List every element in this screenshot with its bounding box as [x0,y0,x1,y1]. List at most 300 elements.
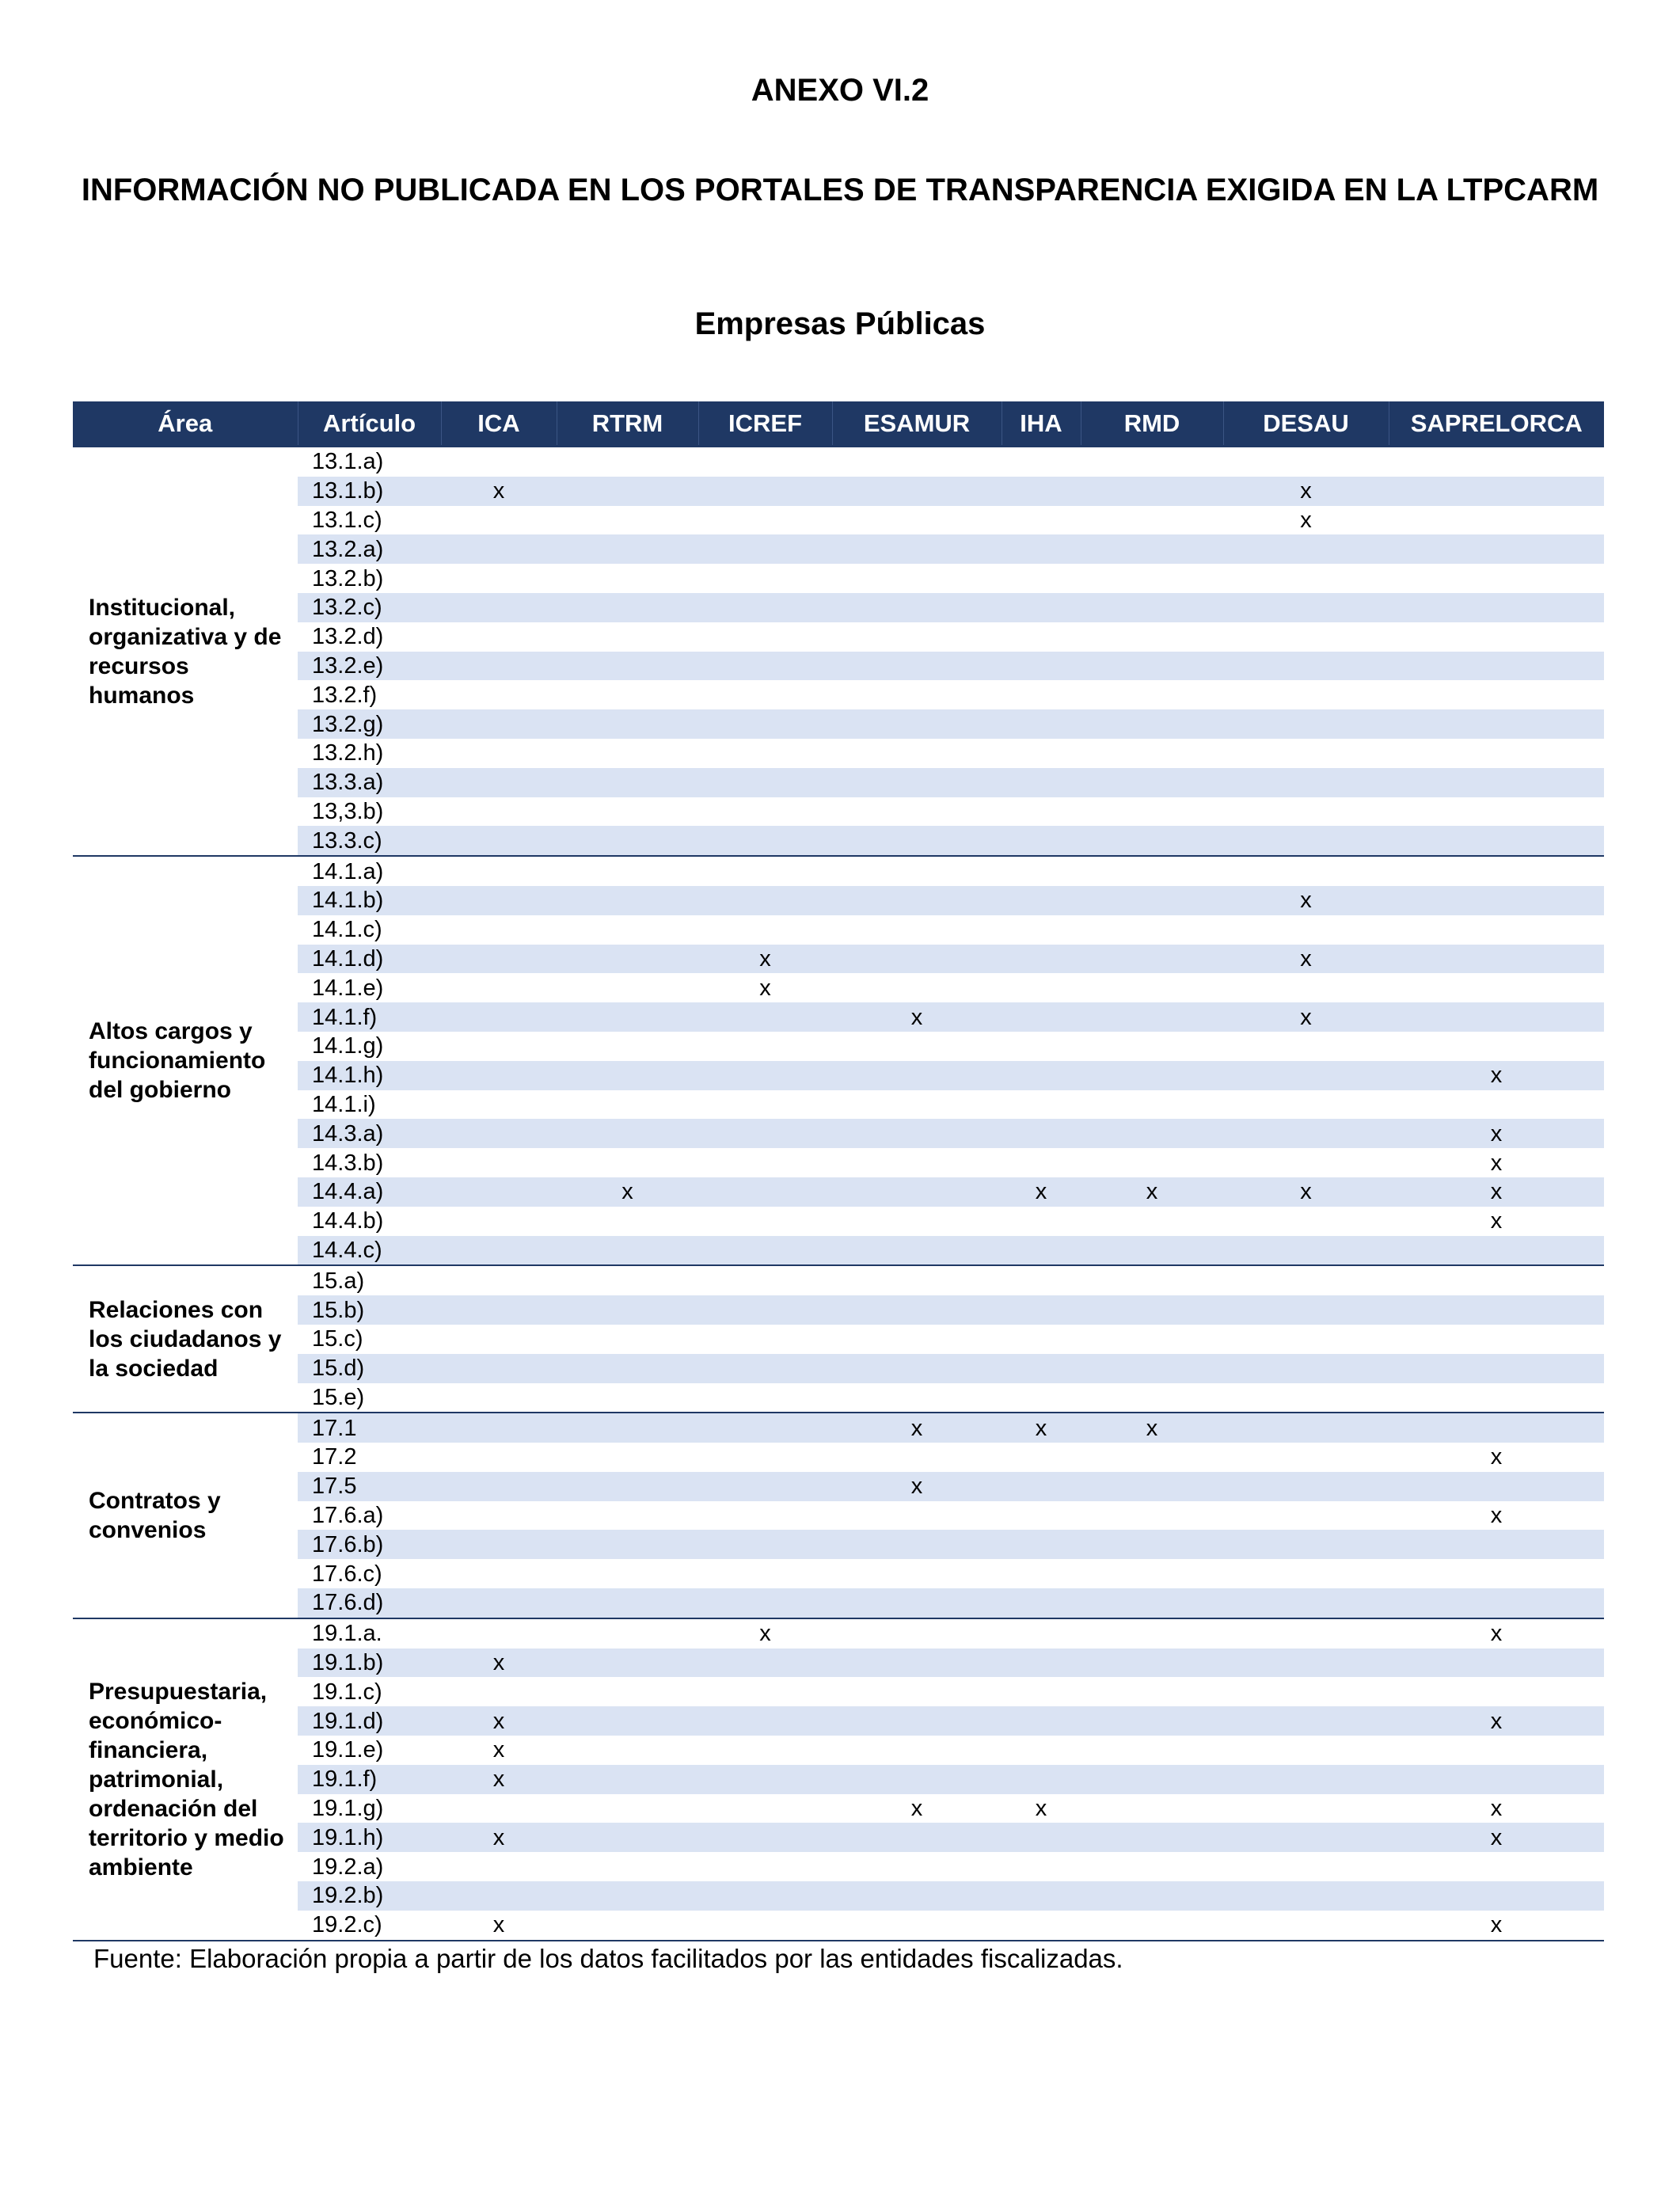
article-cell: 13.2.h) [312,740,384,766]
table-body [73,447,1604,1941]
mark-cell: x [1223,477,1389,506]
mark-cell [832,1325,1002,1354]
mark-cell [1389,709,1604,739]
mark-cell [1002,797,1081,827]
mark-cell [1081,1794,1223,1823]
mark-cell [832,1648,1002,1678]
table-row [73,1881,1604,1911]
table-row [73,1648,1604,1678]
table-row [73,1061,1604,1090]
mark-cell [698,797,832,827]
table-row [73,680,1604,709]
mark-cell [441,709,557,739]
table-row [73,739,1604,768]
mark-cell [1223,1530,1389,1559]
mark-cell [557,1559,698,1588]
column-header: SAPRELORCA [1389,401,1604,447]
area-label: Altos cargos y funcionamiento del gobierno [73,856,298,1265]
mark-cell [1223,1090,1389,1120]
mark-cell [1223,1618,1389,1648]
article-cell: 13.3.a) [298,768,441,797]
mark-cell [1002,1443,1081,1472]
mark-cell [441,856,557,886]
mark-cell [1081,826,1223,856]
mark-cell [557,1413,698,1443]
mark-cell [441,1443,557,1472]
mark-cell [1081,1706,1223,1736]
mark-cell [1002,1618,1081,1648]
mark-cell [1223,1881,1389,1911]
article-cell: 13.2.a) [298,534,441,564]
mark-cell [1223,1061,1389,1090]
mark-cell [832,1295,1002,1325]
table-row [73,1413,1604,1443]
mark-cell [698,1413,832,1443]
column-header: ICREF [698,401,832,447]
mark-cell [1223,1911,1389,1941]
mark-cell: x [1389,1706,1604,1736]
mark-cell [1002,915,1081,945]
article-cell: 14.3.b) [312,1150,384,1176]
mark-cell [1081,1061,1223,1090]
mark-cell [698,564,832,593]
table-row [73,1354,1604,1383]
mark-cell [441,1002,557,1032]
mark-cell [1002,1881,1081,1911]
mark-cell [1389,1881,1604,1911]
table-row [73,1236,1604,1266]
article-cell: 15.d) [298,1354,441,1383]
mark-cell [1081,1443,1223,1472]
mark-cell [441,1207,557,1236]
mark-cell [441,680,557,709]
mark-cell [1389,1413,1604,1443]
mark-cell [1002,1472,1081,1501]
mark-cell [1081,1559,1223,1588]
article-cell: 19.1.a. [312,1621,382,1647]
mark-cell [832,1765,1002,1794]
article-cell: 14.3.a) [298,1119,441,1148]
mark-cell: x [1002,1177,1081,1207]
mark-cell [1002,564,1081,593]
mark-cell [832,1119,1002,1148]
article-cell: 19.1.h) [298,1823,441,1852]
mark-cell [698,1736,832,1765]
table-row [73,447,1604,477]
column-header: DESAU [1223,401,1389,447]
table-row [73,856,1604,886]
mark-cell [1002,1295,1081,1325]
mark-cell [557,622,698,652]
mark-cell: x [1389,1823,1604,1852]
article-cell: 14.1.i) [312,1091,376,1117]
mark-cell [1002,886,1081,915]
mark-cell [441,1061,557,1090]
mark-cell [557,1061,698,1090]
mark-cell [441,768,557,797]
mark-cell [1223,1265,1389,1295]
mark-cell [1389,1032,1604,1061]
mark-cell [1223,1501,1389,1531]
mark-cell: x [832,1413,1002,1443]
table-row [73,1823,1604,1852]
mark-cell [832,447,1002,477]
table-row [73,1472,1604,1501]
mark-cell [1223,622,1389,652]
article-cell: 14.1.h) [298,1061,441,1090]
mark-cell [557,856,698,886]
mark-cell [698,1911,832,1941]
mark-cell: x [1490,1208,1503,1234]
mark-cell: x [441,1648,557,1678]
mark-cell [557,915,698,945]
mark-cell [698,1090,832,1120]
mark-cell [832,1443,1002,1472]
mark-cell [1389,1559,1604,1588]
mark-cell [1002,652,1081,681]
mark-cell [1223,826,1389,856]
mark-cell [1389,1295,1604,1325]
mark-cell [1389,1530,1604,1559]
area-label: Institucional, organizativa y de recursos humanos [73,447,298,857]
mark-cell [1002,826,1081,856]
mark-cell [832,1354,1002,1383]
mark-cell [832,709,1002,739]
mark-cell [441,1325,557,1354]
article-cell: 15.c) [312,1326,363,1352]
mark-cell [698,1325,832,1354]
mark-cell: x [441,477,557,506]
table-row [73,886,1604,915]
column-header: ESAMUR [832,401,1002,447]
mark-cell [1389,915,1604,945]
mark-cell [1002,534,1081,564]
table-row [73,768,1604,797]
mark-cell [1081,915,1223,945]
mark-cell [698,1648,832,1678]
mark-cell [832,477,1002,506]
mark-cell [557,1881,698,1911]
mark-cell [1081,856,1223,886]
article-cell: 19.2.b) [298,1881,441,1911]
area-label: Contratos y convenios [73,1413,298,1618]
mark-cell [557,739,698,768]
mark-cell: x [1081,1177,1223,1207]
table-row [73,1559,1604,1588]
mark-cell: x [759,1621,771,1647]
mark-cell [698,1354,832,1383]
mark-cell [698,1207,832,1236]
page-title: INFORMACIÓN NO PUBLICADA EN LOS PORTALES DE TRANSPARENCIA EXIGIDA EN LA LTPCARM [81,173,1599,207]
mark-cell [441,534,557,564]
mark-cell [557,680,698,709]
table-row [73,1794,1604,1823]
article-cell: 17.6.d) [298,1588,441,1618]
table-row [73,593,1604,622]
mark-cell [1389,797,1604,827]
mark-cell [557,506,698,535]
table-header-row [73,401,1604,447]
mark-cell [441,739,557,768]
mark-cell [441,1472,557,1501]
mark-cell [1223,1648,1389,1678]
mark-cell [441,1295,557,1325]
mark-cell [1002,1207,1081,1236]
mark-cell [832,1236,1002,1266]
mark-cell [698,1765,832,1794]
table-row [73,1501,1604,1531]
mark-cell [698,1119,832,1148]
mark-cell [1002,622,1081,652]
mark-cell [832,826,1002,856]
mark-cell [441,1588,557,1618]
article-cell: 13.1.a) [312,449,384,475]
mark-cell [1223,564,1389,593]
mark-cell: x [832,1002,1002,1032]
table-row [73,1765,1604,1794]
mark-cell [1389,1002,1604,1032]
mark-cell [1081,1677,1223,1706]
mark-cell [557,973,698,1002]
mark-cell [1081,1002,1223,1032]
table-row [73,1265,1604,1295]
table-row [73,1325,1604,1354]
mark-cell [557,1207,698,1236]
mark-cell [1223,1794,1389,1823]
mark-cell [1081,1354,1223,1383]
mark-cell [832,1618,1002,1648]
mark-cell: x [1223,886,1389,915]
mark-cell [1389,1736,1604,1765]
mark-cell [698,593,832,622]
article-cell: 13.1.b) [298,477,441,506]
mark-cell [832,1090,1002,1120]
mark-cell [1389,1265,1604,1295]
article-cell: 19.1.d) [298,1706,441,1736]
mark-cell [557,1472,698,1501]
mark-cell [557,1618,698,1648]
table-row [73,973,1604,1002]
mark-cell [698,1852,832,1881]
mark-cell [1002,1119,1081,1148]
mark-cell [1002,1090,1081,1120]
article-cell: 13.2.e) [298,652,441,681]
mark-cell [1389,1090,1604,1120]
mark-cell [441,797,557,827]
mark-cell [1002,1765,1081,1794]
article-cell: 13.2.d) [312,624,384,650]
mark-cell [557,1090,698,1120]
mark-cell [832,1530,1002,1559]
mark-cell [698,1032,832,1061]
area-label: Relaciones con los ciudadanos y la sociedad [73,1265,298,1413]
mark-cell [1002,1823,1081,1852]
mark-cell [1002,1354,1081,1383]
mark-cell: x [1223,1002,1389,1032]
mark-cell [1081,973,1223,1002]
mark-cell [1081,1765,1223,1794]
table-row [73,1177,1604,1207]
mark-cell [832,680,1002,709]
mark-cell [1081,593,1223,622]
area-label: Presupuestaria, económico-financiera, patrimonial, ordenación del territorio y medio ambiente [73,1618,298,1941]
mark-cell [1223,1236,1389,1266]
article-cell: 14.4.c) [298,1236,441,1266]
article-cell: 19.1.f) [298,1765,441,1794]
mark-cell [1002,1706,1081,1736]
mark-cell [698,1443,832,1472]
mark-cell [832,1061,1002,1090]
mark-cell [698,1002,832,1032]
mark-cell [441,1177,557,1207]
table-row [73,1090,1604,1120]
mark-cell [557,1852,698,1881]
mark-cell [1002,1032,1081,1061]
mark-cell [1223,1413,1389,1443]
mark-cell [1223,447,1389,477]
article-cell: 19.2.c) [298,1911,441,1941]
mark-cell [441,886,557,915]
mark-cell [698,826,832,856]
mark-cell [832,1852,1002,1881]
mark-cell [1389,1765,1604,1794]
mark-cell [441,622,557,652]
mark-cell [1389,945,1604,974]
mark-cell [557,1148,698,1177]
mark-cell [1389,652,1604,681]
mark-cell [1223,739,1389,768]
mark-cell [698,534,832,564]
table-row [73,1530,1604,1559]
mark-cell [1002,1588,1081,1618]
mark-cell [1389,1852,1604,1881]
mark-cell [441,1119,557,1148]
mark-cell [441,1090,557,1120]
mark-cell [698,1177,832,1207]
mark-cell [1223,593,1389,622]
mark-cell: x [759,975,771,1001]
mark-cell [1223,1148,1389,1177]
article-cell: 13.3.c) [298,826,441,856]
mark-cell [557,797,698,827]
table-row [73,1032,1604,1061]
mark-cell [698,477,832,506]
mark-cell [832,1559,1002,1588]
mark-cell [557,1648,698,1678]
mark-cell [1002,680,1081,709]
mark-cell [1389,739,1604,768]
mark-cell [441,1794,557,1823]
mark-cell [557,709,698,739]
mark-cell [441,447,557,477]
column-header: Área [73,401,298,447]
mark-cell [1223,1472,1389,1501]
mark-cell [1223,1706,1389,1736]
mark-cell: x [698,945,832,974]
mark-cell [832,1383,1002,1413]
mark-cell [1081,447,1223,477]
mark-cell [441,1354,557,1383]
mark-cell: x [1300,507,1312,533]
mark-cell [557,1443,698,1472]
mark-cell [1002,1911,1081,1941]
mark-cell [557,1588,698,1618]
mark-cell [441,564,557,593]
mark-cell [1002,973,1081,1002]
article-cell: 19.1.e) [312,1737,384,1763]
mark-cell [1223,1852,1389,1881]
source-note: Fuente: Elaboración propia a partir de los datos facilitados por las entidades fiscalizadas. [93,1944,1123,1973]
mark-cell [832,652,1002,681]
mark-cell [698,1148,832,1177]
article-cell: 15.e) [298,1383,441,1413]
article-cell: 14.1.b) [298,886,441,915]
mark-cell [1223,1823,1389,1852]
mark-cell [1223,1119,1389,1148]
mark-cell [698,915,832,945]
mark-cell [1081,680,1223,709]
mark-cell [1389,1383,1604,1413]
mark-cell [698,1236,832,1266]
mark-cell [832,973,1002,1002]
mark-cell: x [441,1911,557,1941]
mark-cell [441,1618,557,1648]
mark-cell [441,1148,557,1177]
mark-cell [1002,709,1081,739]
table-row [73,477,1604,506]
table-row [73,709,1604,739]
mark-cell [1002,856,1081,886]
mark-cell [441,506,557,535]
table-row [73,1148,1604,1177]
mark-cell [1002,1501,1081,1531]
table-row [73,915,1604,945]
mark-cell [1081,1648,1223,1678]
mark-cell [698,1295,832,1325]
mark-cell: x [910,1796,923,1822]
article-cell: 13.1.c) [312,507,382,533]
mark-cell [698,1823,832,1852]
mark-cell [1081,768,1223,797]
mark-cell [1002,1648,1081,1678]
mark-cell: x [1002,1413,1081,1443]
mark-cell [1389,1472,1604,1501]
mark-cell [832,1148,1002,1177]
mark-cell [1002,1383,1081,1413]
mark-cell [1389,856,1604,886]
mark-cell [1389,768,1604,797]
mark-cell [832,915,1002,945]
mark-cell [832,1207,1002,1236]
mark-cell [557,1002,698,1032]
mark-cell [1002,1852,1081,1881]
mark-cell [1002,1736,1081,1765]
mark-cell [1389,447,1604,477]
mark-cell [1002,1559,1081,1588]
mark-cell [1002,1061,1081,1090]
mark-cell: x [557,1177,698,1207]
mark-cell [832,1265,1002,1295]
mark-cell: x [1223,945,1389,974]
mark-cell: x [441,1823,557,1852]
mark-cell: x [441,1706,557,1736]
article-cell: 14.4.a) [298,1177,441,1207]
mark-cell [1002,593,1081,622]
mark-cell [698,1706,832,1736]
mark-cell [1223,1032,1389,1061]
mark-cell [698,1501,832,1531]
mark-cell [1223,973,1389,1002]
